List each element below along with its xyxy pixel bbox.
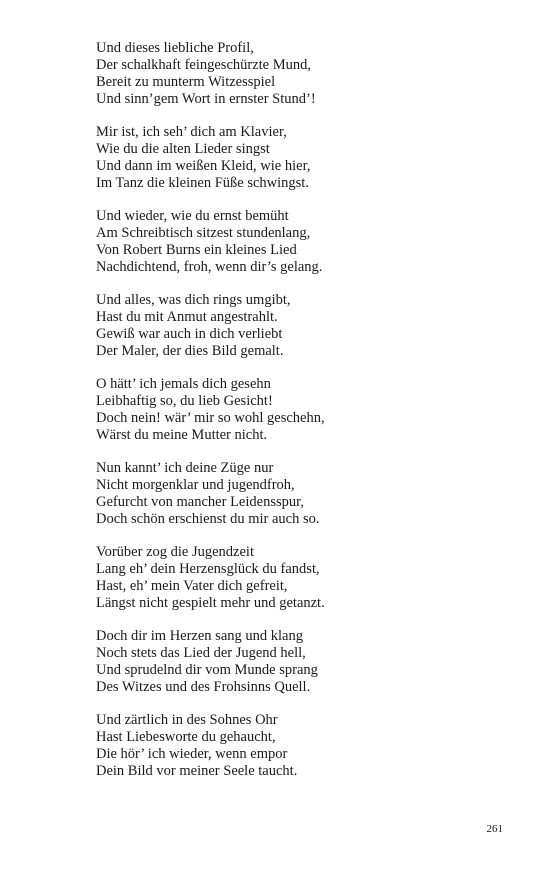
poem-line: O hätt’ ich jemals dich gesehn: [96, 376, 271, 392]
poem-line: Doch schön erschienst du mir auch so.: [96, 511, 320, 527]
poem-line: Am Schreibtisch sitzest stundenlang,: [96, 225, 311, 241]
stanza-8: [96, 628, 496, 696]
poem-line: Nachdichtend, froh, wenn dir’s gelang.: [96, 259, 323, 275]
poem-line: Bereit zu munterm Witzesspiel: [96, 74, 276, 90]
poem-line: Und dieses liebliche Profil,: [96, 40, 254, 56]
poem-line: Doch dir im Herzen sang und klang: [96, 628, 303, 644]
poem: [96, 40, 496, 796]
poem-line: Und sprudelnd dir vom Munde sprang: [96, 662, 318, 678]
poem-line: Dein Bild vor meiner Seele taucht.: [96, 763, 298, 779]
poem-line: Wie du die alten Lieder singst: [96, 141, 270, 157]
poem-line: Von Robert Burns ein kleines Lied: [96, 242, 297, 258]
poem-line: Gefurcht von mancher Leidensspur,: [96, 494, 304, 510]
poem-line: Noch stets das Lied der Jugend hell,: [96, 645, 306, 661]
poem-line: Der Maler, der dies Bild gemalt.: [96, 343, 284, 359]
stanza-3: [96, 208, 496, 276]
poem-line: Und zärtlich in des Sohnes Ohr: [96, 712, 278, 728]
poem-line: Die hör’ ich wieder, wenn empor: [96, 746, 288, 762]
poem-line: Lang eh’ dein Herzensglück du fandst,: [96, 561, 320, 577]
poem-line: Und dann im weißen Kleid, wie hier,: [96, 158, 311, 174]
poem-line: Im Tanz die kleinen Füße schwingst.: [96, 175, 309, 191]
stanza-4: [96, 292, 496, 360]
poem-line: Längst nicht gespielt mehr und getanzt.: [96, 595, 325, 611]
page-number: 261: [486, 823, 503, 835]
stanza-9: [96, 712, 496, 780]
stanza-1: [96, 40, 496, 108]
stanza-5: [96, 376, 496, 444]
poem-line: Hast du mit Anmut angestrahlt.: [96, 309, 278, 325]
poem-line: Und sinn’gem Wort in ernster Stund’!: [96, 91, 316, 107]
poem-line: Des Witzes und des Frohsinns Quell.: [96, 679, 311, 695]
stanza-7: [96, 544, 496, 612]
poem-line: Hast Liebesworte du gehaucht,: [96, 729, 276, 745]
poem-line: Nicht morgenklar und jugendfroh,: [96, 477, 295, 493]
poem-line: Leibhaftig so, du lieb Gesicht!: [96, 393, 273, 409]
poem-line: Und wieder, wie du ernst bemüht: [96, 208, 289, 224]
poem-line: Der schalkhaft feingeschürzte Mund,: [96, 57, 312, 73]
stanza-6: [96, 460, 496, 528]
poem-line: Gewiß war auch in dich verliebt: [96, 326, 283, 342]
poem-line: Nun kannt’ ich deine Züge nur: [96, 460, 274, 476]
poem-line: Hast, eh’ mein Vater dich gefreit,: [96, 578, 288, 594]
poem-line: Wärst du meine Mutter nicht.: [96, 427, 268, 443]
poem-line: Doch nein! wär’ mir so wohl geschehn,: [96, 410, 325, 426]
stanza-2: [96, 124, 496, 192]
poem-line: Und alles, was dich rings umgibt,: [96, 292, 291, 308]
poem-line: Mir ist, ich seh’ dich am Klavier,: [96, 124, 287, 140]
poem-line: Vorüber zog die Jugendzeit: [96, 544, 254, 560]
